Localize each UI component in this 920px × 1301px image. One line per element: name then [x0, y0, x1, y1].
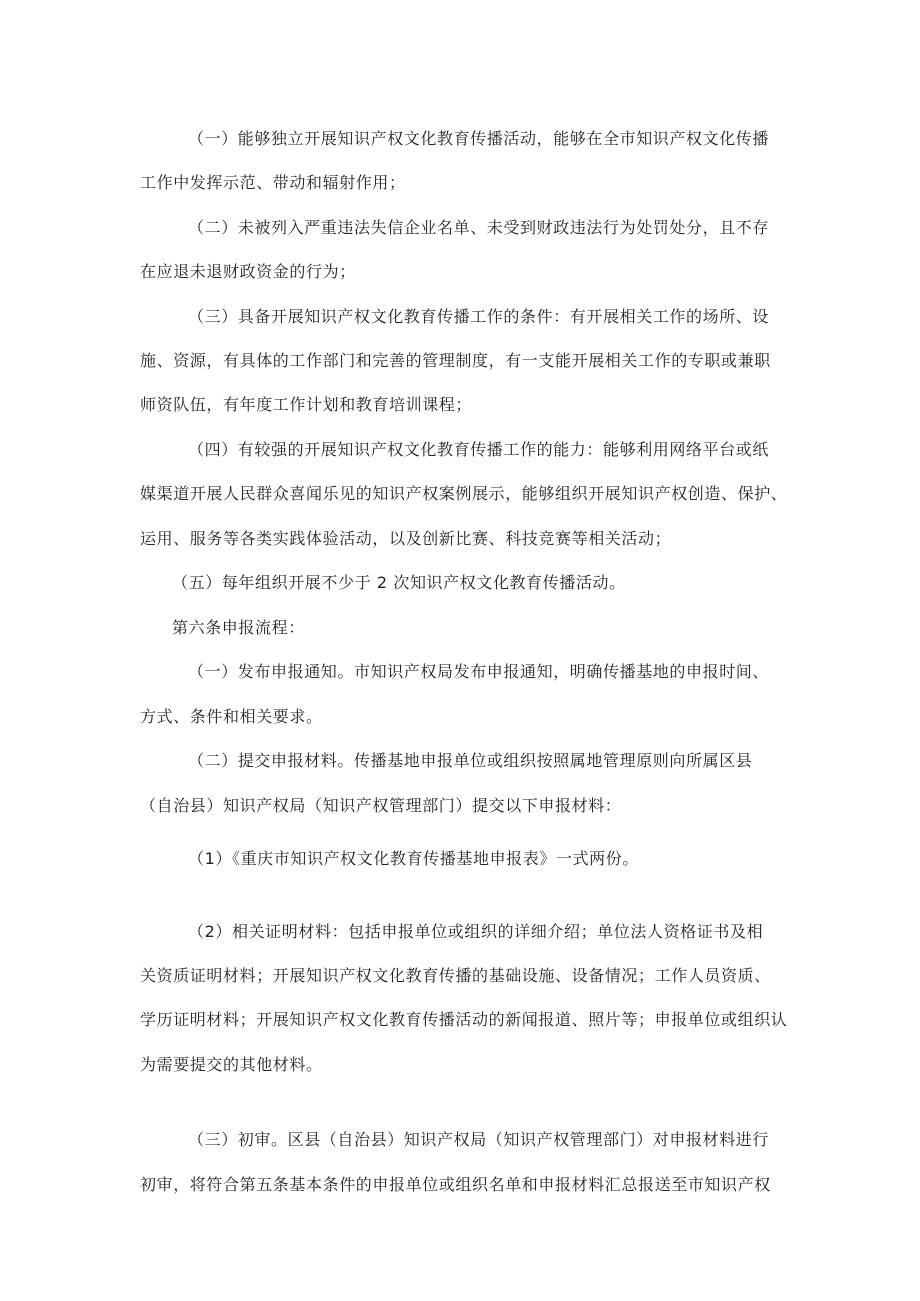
- text-line: （2）相关证明材料：包括申报单位或组织的详细介绍；单位法人资格证书及相: [188, 922, 764, 941]
- text-line: （三）初审。区县（自治县）知识产权局（知识产权管理部门）对申报材料进行: [188, 1130, 770, 1149]
- text-line: 工作中发挥示范、带动和辐射作用；: [140, 173, 406, 192]
- text-line: 在应退未退财政资金的行为；: [140, 262, 356, 281]
- text-line: （五）每年组织开展不少于 2 次知识产权文化教育传播活动。: [172, 573, 626, 592]
- text-line: 关资质证明材料；开展知识产权文化教育传播的基础设施、设备情况；工作人员资质、: [140, 966, 771, 985]
- text-line: （1）《重庆市知识产权文化教育传播基地申报表》一式两份。: [188, 849, 639, 868]
- text-line: 师资队伍，有年度工作计划和教育培训课程；: [140, 395, 473, 414]
- text-line: （一）发布申报通知。市知识产权局发布申报通知，明确传播基地的申报时间、: [188, 662, 770, 681]
- text-line: 学历证明材料；开展知识产权文化教育传播活动的新闻报道、照片等；申报单位或组织认: [140, 1010, 788, 1029]
- text-line: （一）能够独立开展知识产权文化教育传播活动，能够在全市知识产权文化传播: [188, 129, 770, 148]
- text-line: （三）具备开展知识产权文化教育传播工作的条件：有开展相关工作的场所、设: [188, 307, 770, 326]
- text-line: 为需要提交的其他材料。: [140, 1055, 323, 1074]
- text-line: 媒渠道开展人民群众喜闻乐见的知识产权案例展示，能够组织开展知识产权创造、保护、: [140, 484, 788, 503]
- text-line: 运用、服务等各类实践体验活动，以及创新比赛、科技竞赛等相关活动；: [140, 529, 672, 548]
- text-line: （自治县）知识产权局（知识产权管理部门）提交以下申报材料：: [140, 796, 622, 815]
- text-line: （二）提交申报材料。传播基地申报单位或组织按照属地管理原则向所属区县: [188, 751, 753, 770]
- text-line: （二）未被列入严重违法失信企业名单、未受到财政违法行为处罚处分，且不存: [188, 218, 770, 237]
- section-heading: 第六条申报流程：: [172, 618, 305, 637]
- text-line: 初审，将符合第五条基本条件的申报单位或组织名单和申报材料汇总报送至市知识产权: [140, 1175, 771, 1194]
- text-line: （四）有较强的开展知识产权文化教育传播工作的能力：能够利用网络平台或纸: [188, 440, 770, 459]
- text-line: 方式、条件和相关要求。: [140, 707, 323, 726]
- text-line: 施、资源，有具体的工作部门和完善的管理制度，有一支能开展相关工作的专职或兼职: [140, 351, 771, 370]
